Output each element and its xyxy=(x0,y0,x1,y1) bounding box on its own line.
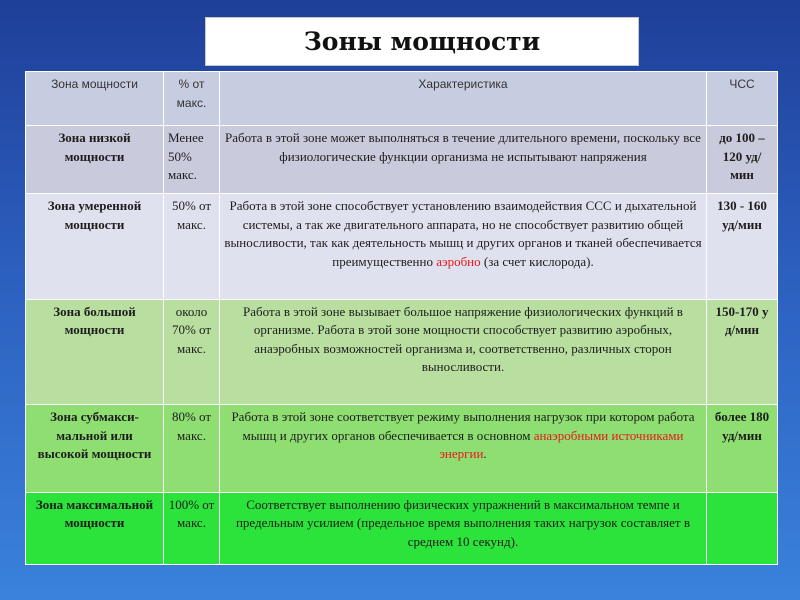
zone-percent: Менее 50% макс. xyxy=(164,126,220,194)
table-row xyxy=(26,299,778,404)
header-description: Характеристика xyxy=(220,72,707,126)
zone-percent: 80% от макс. xyxy=(164,405,220,492)
zone-hr: до 100 – 120 уд/мин xyxy=(707,126,778,194)
table-row xyxy=(26,405,778,492)
zone-hr: 150-170 уд/мин xyxy=(707,299,778,404)
description-text-end: (за счет кислорода). xyxy=(480,253,594,269)
zone-name: Зона умеренной мощности xyxy=(26,194,164,299)
zone-percent: 50% от макс. xyxy=(164,194,220,299)
zone-name: Зона большой мощности xyxy=(26,299,164,404)
zone-description: Работа в этой зоне может выполняться в течение длительного времени, поскольку все физиологические функции организма не испытывают напряжения xyxy=(220,126,707,194)
zone-percent: 100% от макс. xyxy=(164,492,220,564)
table-header-row xyxy=(26,72,778,126)
description-text: Работа в этой зоне соответствует режиму выполнения нагрузок при котором работа мышц и других органов обеспечивается в основном xyxy=(231,409,695,443)
description-highlight: аэробно xyxy=(436,253,481,269)
header-hr: ЧСС xyxy=(707,72,778,126)
table-row xyxy=(26,126,778,194)
zone-description xyxy=(220,194,707,299)
zone-hr: более 180 уд/мин xyxy=(707,405,778,492)
power-zones-table xyxy=(25,71,778,565)
description-text: Работа в этой зоне способствует установлению взаимодействия ССС и дыхательной системы, а так же двигательного аппарата, но не способствует развитию общей выносливости, так как деятельность мышц и других органов и тканей обеспечивается преимущественно xyxy=(224,198,702,269)
zone-name: Зона максимальной мощности xyxy=(26,492,164,564)
zone-percent: около 70% от макс. xyxy=(164,299,220,404)
zone-description: Соответствует выполнению физических упражнений в максимальном темпе и предельным усилием (предельное время выполнения таких нагрузок составляет в среднем 10 секунд). xyxy=(220,492,707,564)
zone-description: Работа в этой зоне вызывает большое напряжение физиологических функций в организме. Работа в этой зоне мощности способствует развитию аэробных, анаэробных возможностей организма и, соответственно, различных сторон выносливости. xyxy=(220,299,707,404)
zone-hr: 130 - 160 уд/мин xyxy=(707,194,778,299)
header-percent: % от макс. xyxy=(164,72,220,126)
zone-name: Зона субмакси-мальной или высокой мощности xyxy=(26,405,164,492)
zone-name: Зона низкой мощности xyxy=(26,126,164,194)
slide-title: Зоны мощности xyxy=(205,17,639,66)
description-text-end: . xyxy=(483,446,487,462)
table-row xyxy=(26,194,778,299)
table-row xyxy=(26,492,778,564)
header-zone: Зона мощности xyxy=(26,72,164,126)
zone-description xyxy=(220,405,707,492)
zone-hr xyxy=(707,492,778,564)
description-highlight: анаэробными источниками энергии xyxy=(439,427,684,462)
